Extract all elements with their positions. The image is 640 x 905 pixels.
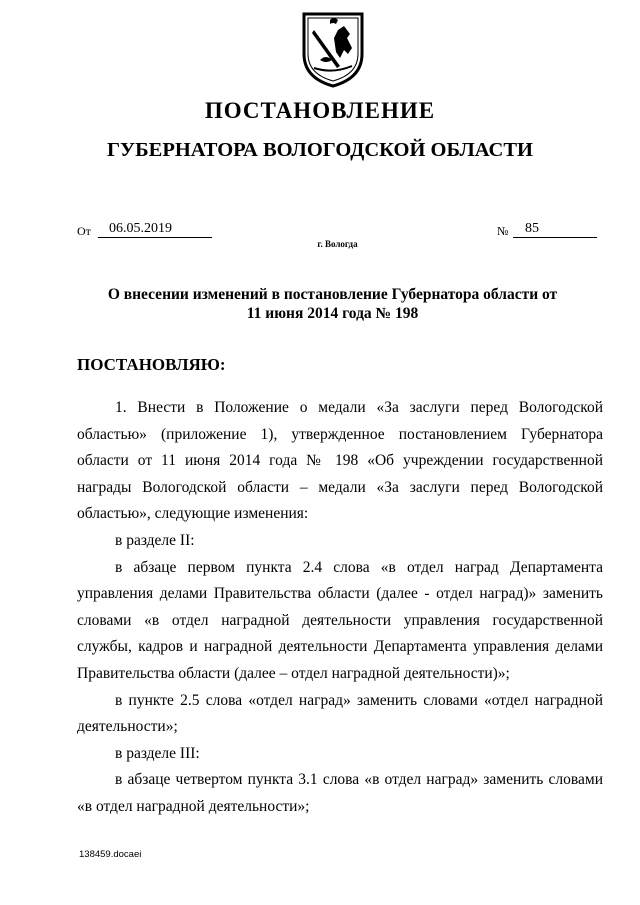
- document-date: 06.05.2019: [98, 221, 212, 238]
- body-paragraph: в пункте 2.5 слова «отдел наград» заменить словами «отдел наградной деятельности»;: [77, 691, 603, 736]
- city-label: г. Вологда: [317, 239, 358, 249]
- coat-of-arms-emblem: [300, 8, 366, 88]
- document-subtitle: ГУБЕРНАТОРА ВОЛОГОДСКОЙ ОБЛАСТИ: [107, 139, 533, 161]
- document-body: [77, 395, 603, 821]
- document-subject: О внесении изменений в постановление Губернатора области от 11 июня 2014 года № 198: [107, 286, 558, 322]
- body-paragraph: в разделе III:: [115, 744, 200, 762]
- document-number: 85: [513, 221, 597, 238]
- body-paragraph: в разделе II:: [115, 531, 195, 549]
- number-label: №: [497, 224, 509, 238]
- decree-heading: ПОСТАНОВЛЯЮ:: [77, 355, 226, 374]
- date-label: От: [77, 224, 91, 238]
- file-reference: 138459.docaei: [79, 849, 142, 860]
- document-title: ПОСТАНОВЛЕНИЕ: [204, 98, 436, 123]
- body-paragraph: 1. Внести в Положение о медали «За заслуги перед Вологодской областью» (приложение 1), утвержденное постановлением Губернатора области от 11 июня 2014 года № 198 «Об учреждении государственной награды Вологодской области – медали «За заслуги перед Вологодской областью», следующие изменения:: [77, 399, 603, 523]
- body-paragraph: в абзаце первом пункта 2.4 слова «в отдел наград Департамента управления делами Правительства области (далее - отдел наград)» заменить словами «в отдел наградной деятельности управления государственной службы, кадров и наградной деятельности Департамента управления делами Правительства области (далее – отдел наградной деятельности)»;: [77, 558, 603, 682]
- body-paragraph: в абзаце четвертом пункта 3.1 слова «в отдел наград» заменить словами «в отдел наградной деятельности»;: [77, 771, 603, 815]
